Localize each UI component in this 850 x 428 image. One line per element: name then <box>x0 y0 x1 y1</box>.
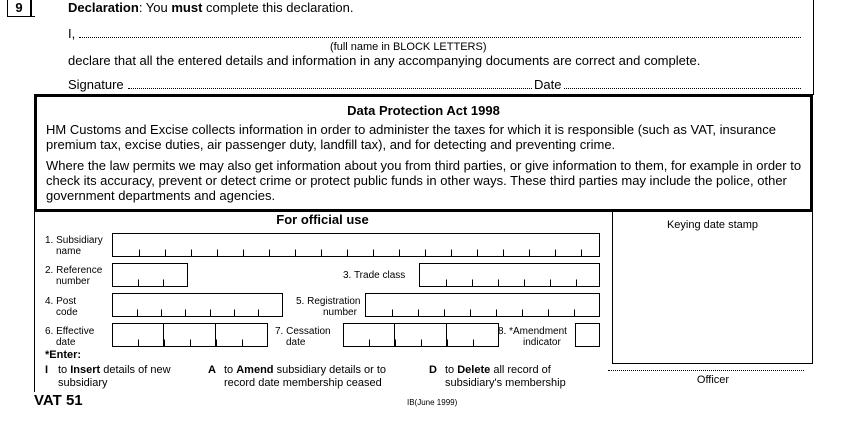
post-code-input[interactable] <box>112 293 283 317</box>
declaration-text: declare that all the entered details and information in any accompanying documents are correct and complete. <box>68 53 701 68</box>
keying-date-stamp-label: Keying date stamp <box>666 219 759 231</box>
official-use-title: For official use <box>276 212 369 227</box>
option-insert: I to Insert details of new subsidiary <box>45 364 171 389</box>
section-number: 9 <box>15 0 23 15</box>
effective-date-input[interactable] <box>112 323 268 347</box>
full-name-hint: (full name in BLOCK LETTERS) <box>330 41 487 53</box>
label-registration-number: 5. Registration number <box>296 296 361 318</box>
option-amend: A to Amend subsidiary details or to record date membership ceased <box>208 364 387 389</box>
data-protection-title: Data Protection Act 1998 <box>347 103 500 118</box>
label-subsidiary-name: 1. Subsidiary name <box>45 235 103 257</box>
registration-number-input[interactable] <box>365 293 600 317</box>
date-label: Date <box>534 77 562 92</box>
option-delete: D to Delete all record of subsidiary's membership <box>429 364 566 389</box>
print-reference: IB(June 1999) <box>407 398 458 407</box>
declaration-heading: Declaration: You must complete this declaration. <box>68 0 354 15</box>
data-protection-paragraph-1: HM Customs and Excise collects information in order to administer the taxes for which it is responsible (such as VAT, insurance premium tax, excise duties, air passenger duty, landfill tax), and for detecting and preventing crime. <box>46 122 776 152</box>
amendment-indicator-input[interactable] <box>575 323 600 347</box>
subsidiary-name-input[interactable] <box>112 233 600 257</box>
label-effective-date: 6. Effective date <box>45 326 95 348</box>
label-amendment-indicator: 8. *Amendment indicator <box>498 326 567 348</box>
reference-number-input[interactable] <box>112 263 188 287</box>
data-protection-paragraph-2: Where the law permits we may also get information about you from third parties, or give information to them, for example in order to check its accuracy, prevent or detect crime or protect public funds in other ways. These third parties may include the police, other government departments and agencies. <box>46 158 802 203</box>
form-code: VAT 51 <box>34 392 83 409</box>
officer-label: Officer <box>696 374 730 386</box>
label-cessation-date: 7. Cessation date <box>275 326 331 348</box>
officer-signature-field[interactable] <box>608 370 804 371</box>
signature-label: Signature <box>68 77 124 92</box>
trade-class-input[interactable] <box>419 263 600 287</box>
cessation-date-input[interactable] <box>343 323 499 347</box>
enter-label: *Enter: <box>45 349 82 361</box>
i-label: I, <box>68 26 76 41</box>
label-reference-number: 2. Reference number <box>45 265 103 287</box>
label-trade-class: 3. Trade class <box>343 270 406 281</box>
label-post-code: 4. Post code <box>45 296 78 318</box>
